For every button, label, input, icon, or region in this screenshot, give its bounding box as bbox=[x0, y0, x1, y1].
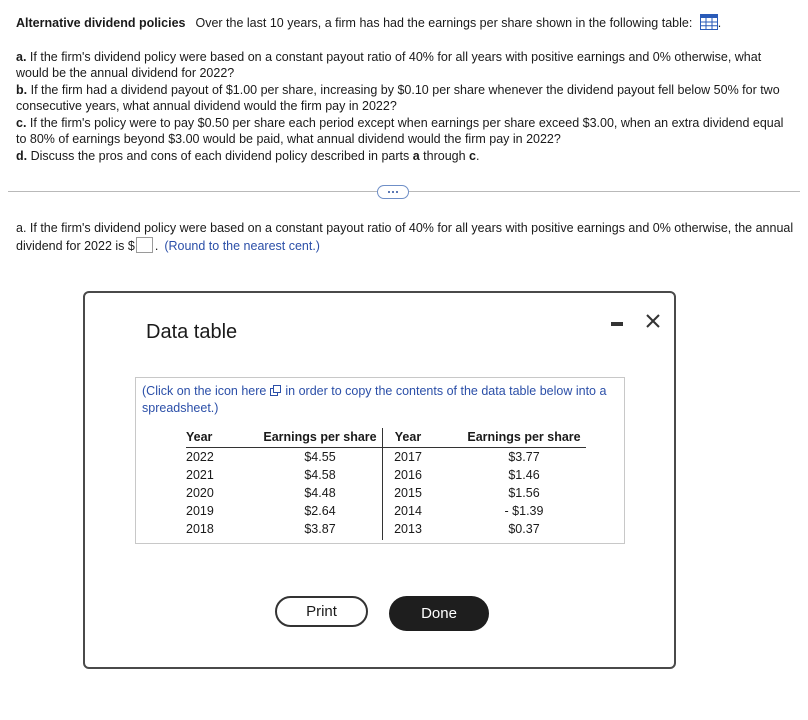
problem-statement bbox=[16, 14, 796, 164]
table-cell: 2018 bbox=[186, 522, 214, 536]
part-b-label: b. bbox=[16, 82, 28, 97]
year-column-right bbox=[386, 428, 430, 538]
header-year-right: Year bbox=[394, 430, 422, 444]
table-header-rule bbox=[186, 447, 586, 448]
table-cell: $3.77 bbox=[508, 450, 540, 464]
question-after-box: . bbox=[154, 239, 159, 253]
eps-table bbox=[136, 428, 624, 543]
done-button[interactable]: Done bbox=[389, 596, 489, 631]
answer-input[interactable] bbox=[136, 237, 153, 253]
part-a-text: If the firm's dividend policy were based on a constant payout ratio of 40% for all years with positive earnings and 0% otherwise, what would be the annual dividend for 2022? bbox=[16, 49, 762, 80]
table-cell: $2.64 bbox=[304, 504, 336, 518]
problem-title: Alternative dividend policies bbox=[16, 16, 186, 30]
table-cell: $0.37 bbox=[508, 522, 540, 536]
table-cell: - $1.39 bbox=[504, 504, 544, 518]
copy-instruction bbox=[142, 383, 612, 416]
part-d-text-pre: Discuss the pros and cons of each dividend policy described in parts bbox=[30, 148, 413, 163]
part-d-bold-a: a bbox=[412, 148, 420, 163]
table-grid-icon[interactable] bbox=[700, 14, 718, 35]
table-cell: 2019 bbox=[186, 504, 214, 518]
data-table-dialog bbox=[83, 291, 676, 669]
part-c bbox=[16, 115, 796, 148]
table-vertical-divider bbox=[382, 428, 383, 540]
part-c-label: c. bbox=[16, 115, 27, 130]
part-b bbox=[16, 82, 796, 115]
table-cell: $1.46 bbox=[508, 468, 540, 482]
part-d-label: d. bbox=[16, 148, 28, 163]
part-c-text: If the firm's policy were to pay $0.50 per share each period except when earnings per share exceed $3.00, when an extra dividend equal to 80% of earnings beyond $3.00 would be paid, what annual dividend would the firm pay in 2022? bbox=[16, 115, 784, 146]
table-cell: 2015 bbox=[394, 486, 422, 500]
header-year-left: Year bbox=[186, 430, 213, 444]
eps-column-left bbox=[258, 428, 382, 538]
table-cell: 2014 bbox=[394, 504, 422, 518]
table-cell: $4.55 bbox=[304, 450, 336, 464]
eps-column-right bbox=[464, 428, 584, 538]
instruction-post: in order to copy the contents of the data table below into a spreadsheet.) bbox=[142, 384, 607, 415]
header-eps-right: Earnings per share bbox=[467, 430, 581, 444]
problem-intro-line bbox=[16, 14, 796, 35]
table-cell: 2013 bbox=[394, 522, 422, 536]
print-button[interactable]: Print bbox=[275, 596, 368, 627]
problem-intro: Over the last 10 years, a firm has had the earnings per share shown in the following table: bbox=[195, 16, 693, 30]
table-cell: $3.87 bbox=[304, 522, 336, 536]
part-d bbox=[16, 148, 796, 165]
table-cell: $4.48 bbox=[304, 486, 336, 500]
close-icon[interactable] bbox=[643, 311, 663, 331]
header-eps-left: Earnings per share bbox=[263, 430, 377, 444]
part-d-bold-c: c bbox=[469, 148, 476, 163]
table-cell: 2022 bbox=[186, 450, 214, 464]
question-a bbox=[16, 219, 800, 255]
more-dots-icon[interactable] bbox=[377, 185, 409, 199]
table-cell: 2021 bbox=[186, 468, 214, 482]
data-table-panel bbox=[135, 377, 625, 544]
part-d-text-end: . bbox=[476, 148, 480, 163]
part-d-text-mid: through bbox=[419, 148, 470, 163]
minimize-icon[interactable] bbox=[611, 322, 623, 326]
table-cell: 2020 bbox=[186, 486, 214, 500]
table-cell: $1.56 bbox=[508, 486, 540, 500]
instruction-pre: (Click on the icon here bbox=[142, 384, 267, 398]
year-column-left bbox=[186, 428, 226, 538]
round-hint: (Round to the nearest cent.) bbox=[164, 239, 320, 253]
table-cell: $4.58 bbox=[304, 468, 336, 482]
part-a bbox=[16, 49, 796, 82]
table-cell: 2017 bbox=[394, 450, 422, 464]
question-text: a. If the firm's dividend policy were based on a constant payout ratio of 40% for all years with positive earnings and 0% otherwise, the annual dividend for 2022 is $ bbox=[16, 221, 794, 253]
part-a-label: a. bbox=[16, 49, 27, 64]
copy-icon[interactable] bbox=[270, 384, 281, 400]
problem-intro-end: . bbox=[717, 16, 722, 30]
table-cell: 2016 bbox=[394, 468, 422, 482]
dialog-title: Data table bbox=[146, 321, 238, 343]
part-b-text: If the firm had a dividend payout of $1.00 per share, increasing by $0.10 per share whenever the dividend payout fell below 50% for two consecutive years, what annual dividend would the firm pay in 2022? bbox=[16, 82, 780, 113]
